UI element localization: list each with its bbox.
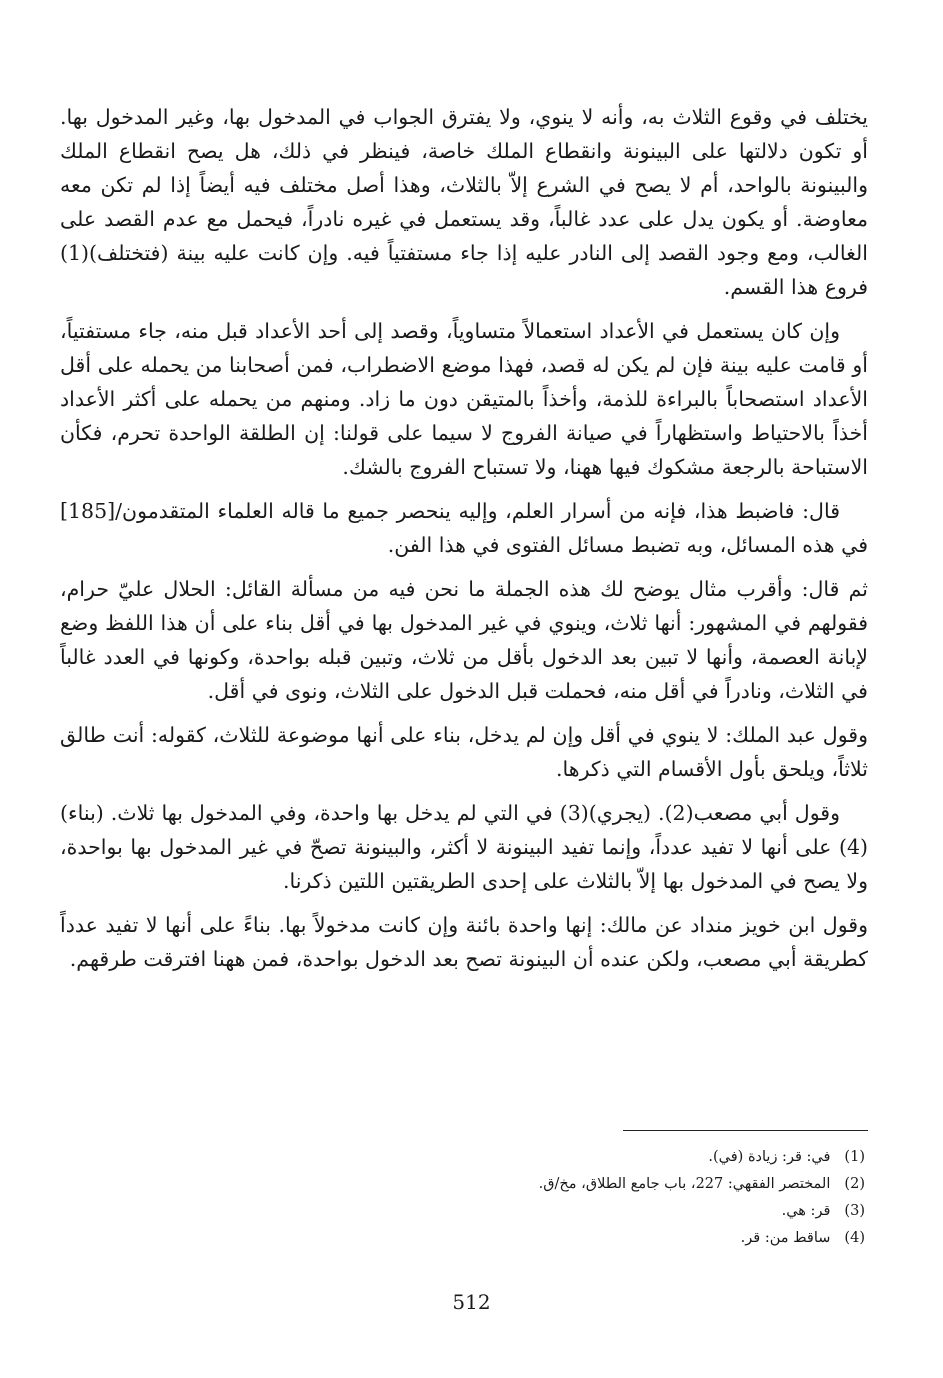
- paragraph: وقول أبي مصعب(2). (يجري)(3) في التي لم يدخل بها واحدة، وفي المدخول بها ثلاث. (بناء)(4) على أنها لا تفيد عدداً، وإنما تفيد البينونة لا أكثر، والبينونة تصحّ في غير المدخول بها بواحدة، ولا يصح في المدخول بها إلاّ بالثلاث على إحدى الطريقتين اللتين ذكرنا.: [60, 801, 868, 893]
- footnote-text: ساقط من: قر.: [740, 1230, 831, 1246]
- footnote-text: قر: هي.: [781, 1203, 831, 1219]
- paragraph: ثم قال: وأقرب مثال يوضح لك هذه الجملة ما نحن فيه من مسألة القائل: الحلال عليّ حرام، فقولهم في المشهور: أنها ثلاث، وينوي في غير المدخول بها في أقل بناء على أن هذا اللفظ وضع لإبانة العصمة، وأنها لا تبين بعد الدخول بأقل من ثلاث، وتبين قبله بواحدة، وكونها في العدد غالباً في الثلاث، ونادراً في أقل منه، فحملت قبل الدخول على الثلاث، ونوى في أقل.: [60, 577, 868, 703]
- footnote-number: (4): [844, 1230, 865, 1246]
- footnote-number: (2): [844, 1176, 865, 1192]
- footnote: [360, 1225, 865, 1252]
- footnote-text: المختصر الفقهي: 227، باب جامع الطلاق، مخ/ق.: [538, 1176, 831, 1192]
- paragraph: وإن كان يستعمل في الأعداد استعمالاً متساوياً، وقصد إلى أحد الأعداد قبل منه، جاء مستفتياً، أو قامت عليه بينة فإن لم يكن له قصد، فهذا موضع الاضطراب، فمن أصحابنا من يحمله على أقل الأعداد استصحاباً بالبراءة للذمة، وأخذاً بالمتيقن دون ما زاد. ومنهم من يحمله على أكثر الأعداد أخذاً بالاحتياط واستظهاراً في صيانة الفروج لا سيما على قولنا: إن الطلقة الواحدة تحرم، فكأن الاستباحة بالرجعة مشكوك فيها ههنا، ولا تستباح الفروج بالشك.: [60, 319, 868, 479]
- paragraph: وقول ابن خويز منداد عن مالك: إنها واحدة بائنة وإن كانت مدخولاً بها. بناءً على أنها لا تفيد عدداً كطريقة أبي مصعب، ولكن عنده أن البينونة تصح بعد الدخول بواحدة، فمن ههنا افترقت طرقهم.: [60, 913, 868, 971]
- footnotes: [360, 1144, 865, 1252]
- footnote: [360, 1171, 865, 1198]
- footnote-separator: [623, 1130, 868, 1131]
- page-number: 512: [452, 1290, 491, 1314]
- footnote: [360, 1144, 865, 1171]
- paragraph: وقول عبد الملك: لا ينوي في أقل وإن لم يدخل، بناء على أنها موضوعة للثلاث، كقوله: أنت طالق ثلاثاً، ويلحق بأول الأقسام التي ذكرها.: [60, 723, 868, 781]
- paragraph: يختلف في وقوع الثلاث به، وأنه لا ينوي، ولا يفترق الجواب في المدخول بها، وغير المدخول بها. أو تكون دلالتها على البينونة وانقطاع الملك خاصة، فينظر في ذلك، هل يصح انقطاع الملك والبينونة بالواحد، أم لا يصح في الشرع إلاّ بالثلاث، وهذا أصل مختلف فيه أيضاً إذا لم تكن معه معاوضة. أو يكون يدل على عدد غالباً، وقد يستعمل في غيره نادراً، فيحمل مع عدم القصد على الغالب، ومع وجود القصد إلى النادر عليه إذا جاء مستفتياً فيه. وإن كانت عليه بينة (فتختلف)(1) فروع هذا القسم.: [60, 105, 868, 299]
- footnote-text: في: قر: زيادة (في).: [708, 1149, 831, 1165]
- paragraph: قال: فاضبط هذا، فإنه من أسرار العلم، وإليه ينحصر جميع ما قاله العلماء المتقدمون/[185] في هذه المسائل، وبه تضبط مسائل الفتوى في هذا الفن.: [60, 499, 868, 557]
- main-text: [60, 100, 868, 986]
- footnote-number: (1): [844, 1149, 865, 1165]
- footnote-number: (3): [844, 1203, 865, 1219]
- footnote: [360, 1198, 865, 1225]
